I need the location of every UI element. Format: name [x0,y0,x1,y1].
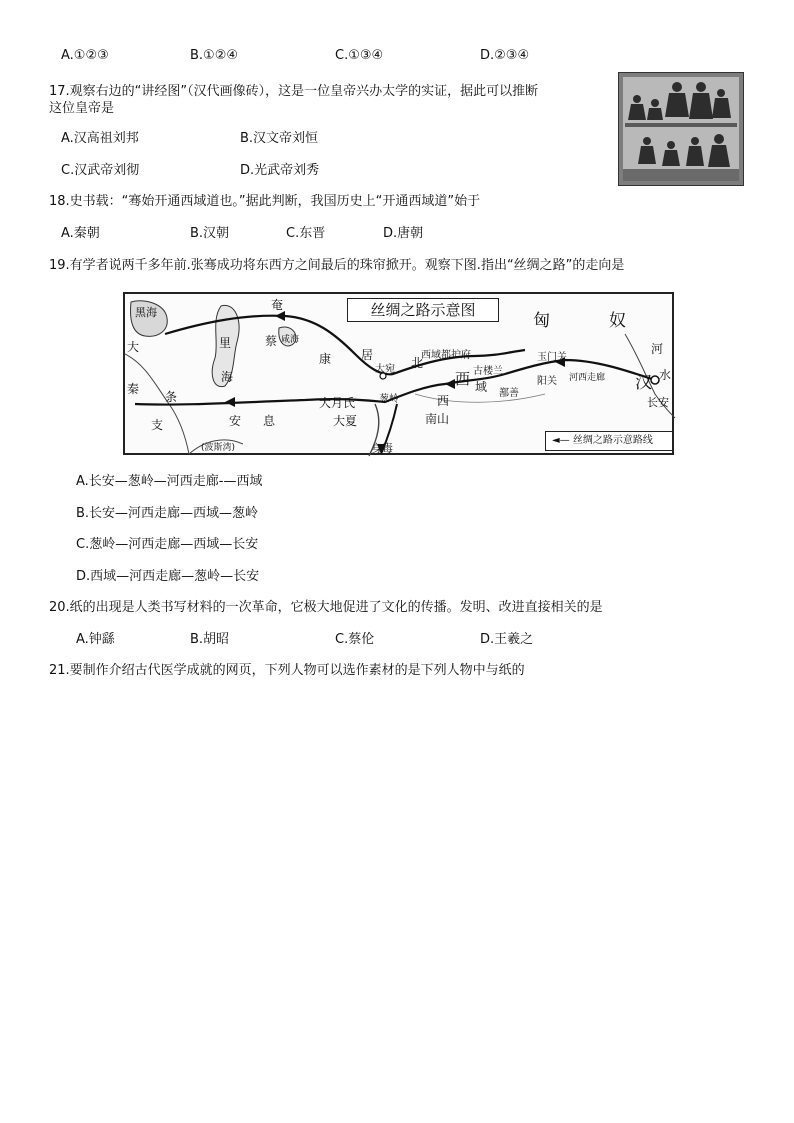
q16-option-a: A.①②③ [61,48,109,63]
map-label-yumenguan: 玉门关 [537,352,567,363]
map-label-yu: 域 [475,380,488,394]
map-label-li: 里 [219,336,232,350]
map-label-yangguan: 阳关 [537,376,557,387]
q20-option-c: C.蔡伦 [335,632,375,647]
silk-road-map [123,292,674,455]
lecture-relief-image [618,72,744,186]
map-label-cai: 蔡 [265,334,278,348]
map-label-kang: 康 [319,352,332,366]
map-label-tiao: 条 [165,390,178,404]
q18-option-b: B.汉朝 [190,226,230,241]
q18-option-a: A.秦朝 [61,226,100,241]
map-label-anxi-an: 安 [229,414,242,428]
q20-option-b: B.胡昭 [190,632,230,647]
q19-option-d: D.西域—河西走廊—葱岭—长安 [76,569,260,584]
map-label-dayuan: 大宛 [375,364,395,375]
map-label-hexi: 河西走廊 [569,373,606,383]
map-label-shendu: 身毒 [371,442,393,455]
q18-option-d: D.唐朝 [383,226,424,241]
q19-option-b: B.长安—河西走廊—西域—葱岭 [76,506,259,521]
q17-stem-line2: 这位皇帝是 [49,101,115,116]
map-label-congling: 葱岭 [379,394,399,405]
map-label-hai: 海 [221,370,234,384]
map-label-xiyu-duhu: 西域都护府 [421,350,471,361]
q16-option-d: D.②③④ [480,48,530,63]
map-label-daxia: 大夏 [333,414,358,428]
map-label-nu: 奴 [609,311,626,331]
map-label-qin: 秦 [127,382,140,396]
map-label-xiong: 匈 [533,311,550,331]
map-label-dayuezhi: 大月氏 [319,396,356,410]
map-label-ju: 居 [361,348,374,362]
map-label-heihai: 黑海 [135,306,157,319]
q17-option-a: A.汉高祖刘邦 [61,131,139,146]
q21-stem: 21.要制作介绍古代医学成就的网页，下列人物可以选作素材的是下列人物中与纸的 [49,663,525,678]
map-label-nanshan: 南山 [425,412,450,426]
q19-option-a: A.长安—葱岭—河西走廊-—西域 [76,474,263,489]
map-legend: ◄— 丝绸之路示意路线 [545,431,673,451]
q18-option-c: C.东晋 [286,226,326,241]
map-label-xi1: 西 [455,370,471,388]
map-label-da: 大 [127,340,140,354]
map-label-yan: 奄 [271,298,284,312]
map-label-gulou: 古楼兰 [473,366,503,377]
map-label-bosiwan: (波斯湾) [201,443,236,453]
q19-stem: 19.有学者说两千多年前.张骞成功将东西方之间最后的珠帘掀开。观察下图.指出“丝绸之路”的走向是 [49,258,625,273]
q19-option-c: C.葱岭—河西走廊—西域—长安 [76,537,259,552]
map-label-anxi-xi: 息 [263,414,276,428]
q20-stem: 20.纸的出现是人类书写材料的一次革命，它极大地促进了文化的传播。发明、改进直接相关的是 [49,600,603,615]
q17-option-d: D.光武帝刘秀 [240,163,320,178]
map-label-bei: 北 [411,356,424,370]
map-label-he: 河 [651,342,664,356]
q20-option-a: A.钟繇 [76,632,115,647]
q17-option-c: C.汉武帝刘彻 [61,163,140,178]
map-label-shui: 水 [659,368,672,382]
map-label-shanshan: 鄯善 [499,388,519,399]
q20-option-d: D.王羲之 [480,632,534,647]
map-label-changan: 长安 [647,396,669,409]
q16-option-b: B.①②④ [190,48,239,63]
map-label-han: 汉 [635,373,652,393]
map-label-xianhai: 咸海 [281,335,300,345]
q17-option-b: B.汉文帝刘恒 [240,131,319,146]
q17-stem-line1: 17.观察右边的“讲经图”（汉代画像砖），这是一位皇帝兴办太学的实证，据此可以推断 [49,84,539,99]
q16-option-c: C.①③④ [335,48,384,63]
map-label-zhi: 支 [151,418,164,432]
map-title: 丝绸之路示意图 [347,298,499,322]
map-label-xi2: 西 [437,394,450,408]
q18-stem: 18.史书载：“骞始开通西域道也。”据此判断，我国历史上“开通西域道”始于 [49,194,481,209]
